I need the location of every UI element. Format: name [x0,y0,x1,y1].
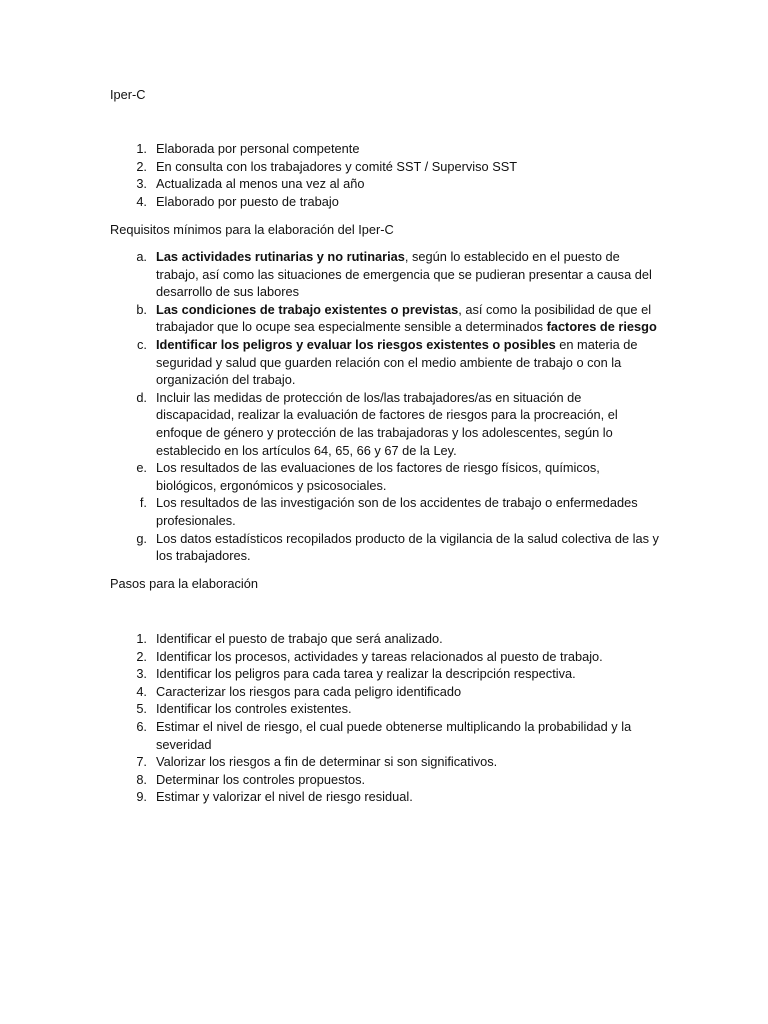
list-item: 5. Identificar los controles existentes. [136,701,352,717]
list-item: 9. Estimar y valorizar el nivel de riesgo residual. [136,789,413,805]
list-item: g. Los datos estadísticos recopilados producto de la vigilancia de la salud colectiva de las y los trabajadores. [136,530,659,564]
list-item: 2. Identificar los procesos, actividades y tareas relacionados al puesto de trabajo. [136,648,603,664]
list-item: f. Los resultados de las investigación son de los accidentes de trabajo o enfermedades profesionales. [139,495,638,528]
list-item: c. Identificar los peligros y evaluar los riesgos existentes o posibles en materia de seguridad y salud que guarden relación con el medio ambiente de trabajo o con la organización del trabajo. [137,336,638,388]
criteria-list [110,140,660,210]
list-item: 8. Determinar los controles propuestos. [136,771,366,787]
requirements-list [110,248,660,565]
list-item: 6. Estimar el nivel de riesgo, el cual puede obtenerse multiplicando la probabilidad y la severidad [136,718,632,752]
steps-heading: Pasos para la elaboración [110,576,258,591]
document-title: Iper-C [110,87,146,102]
list-item: 4. Caracterizar los riesgos para cada peligro identificado [136,683,462,699]
list-item: 4. Elaborado por puesto de trabajo [136,193,339,209]
steps-list [110,630,660,806]
list-item: 7. Valorizar los riesgos a fin de determinar si son significativos. [136,754,498,770]
requirements-heading: Requisitos mínimos para la elaboración del Iper-C [110,222,394,237]
list-item: 3. Identificar los peligros para cada tarea y realizar la descripción respectiva. [136,666,576,682]
list-item: a. Las actividades rutinarias y no rutinarias, según lo establecido en el puesto de trabajo, así como las situaciones de emergencia que se pudieran presentar a causa del desarrollo de sus labores [136,249,652,300]
list-item: 2. En consulta con los trabajadores y comité SST / Superviso SST [136,158,518,174]
list-item: b. Las condiciones de trabajo existentes o previstas, así como la posibilidad de que el trabajador que lo ocupe sea especialmente sensible a determinados factores de riesgo [136,301,657,335]
list-item: d. Incluir las medidas de protección de los/las trabajadores/as en situación de discapacidad, realizar la evaluación de factores de riesgos para la procreación, el enfoque de género y protección de las trabajadoras y los adolescentes, según lo establecido en los artículos 64, 65, 66 y 67 de la Ley. [136,389,618,458]
list-item: 3. Actualizada al menos una vez al año [136,176,365,192]
list-item: e. Los resultados de las evaluaciones de los factores de riesgo físicos, químicos, biológicos, ergonómicos y psicosociales. [136,460,600,493]
list-item: 1. Elaborada por personal competente [136,141,360,156]
list-item: 1. Identificar el puesto de trabajo que será analizado. [136,631,443,646]
